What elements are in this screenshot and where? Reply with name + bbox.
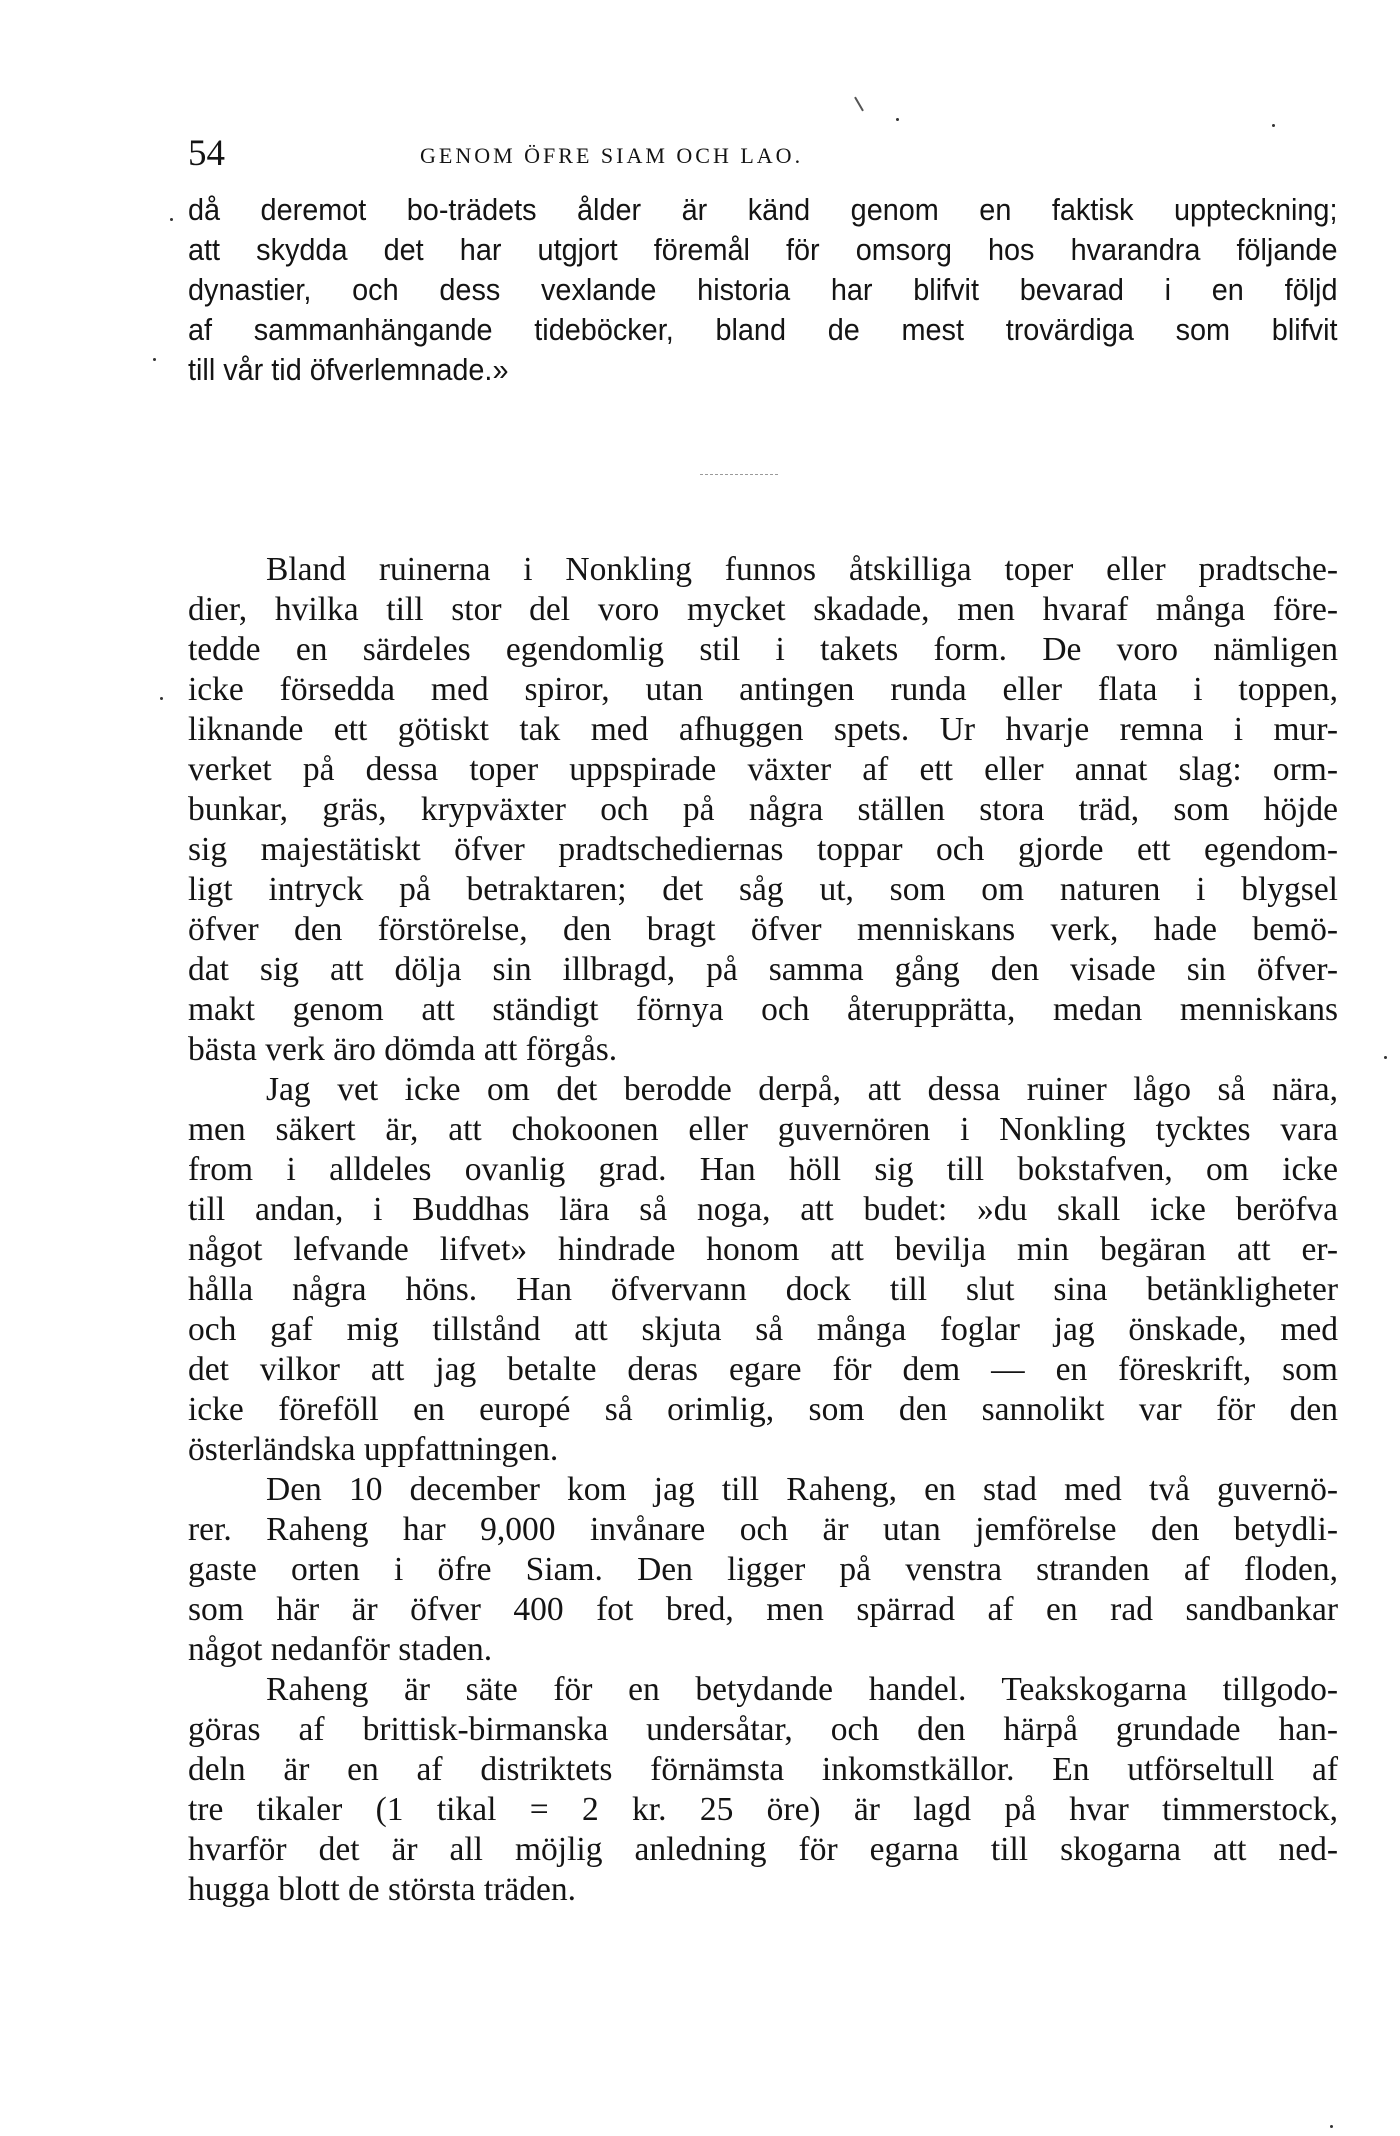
ink-speck	[160, 697, 163, 700]
text-line: dat sig att dölja sin illbragd, på samma gång den visade sin öfver-	[188, 951, 1338, 988]
text-line: dynastier, och dess vexlande historia har blifvit bevarad i en följd	[188, 272, 1338, 307]
ink-speck	[1272, 124, 1275, 127]
text-line: icke försedda med spiror, utan antingen runda eller flata i toppen,	[188, 671, 1338, 708]
text-line: något nedanför staden.	[188, 1631, 493, 1668]
text-line: deln är en af distriktets förnämsta inkomstkällor. En utförseltull af	[188, 1751, 1338, 1788]
print-mark	[854, 97, 864, 112]
text-line: hugga blott de största träden.	[188, 1871, 576, 1908]
text-line: bunkar, gräs, krypväxter och på några ställen stora träd, som höjde	[188, 791, 1338, 828]
text-line: tre tikaler (1 tikal = 2 kr. 25 öre) är lagd på hvar timmerstock,	[188, 1791, 1338, 1828]
text-line: ligt intryck på betraktaren; det såg ut, som om naturen i blygsel	[188, 871, 1338, 908]
text-line: hålla några höns. Han öfvervann dock till slut sina betänkligheter	[188, 1271, 1338, 1308]
ink-speck	[153, 358, 156, 361]
text-line: rer. Raheng har 9,000 invånare och är utan jemförelse den betydli-	[188, 1511, 1338, 1548]
text-line: Raheng är säte för en betydande handel. Teakskogarna tillgodo-	[266, 1671, 1338, 1708]
text-line: icke föreföll en europé så orimlig, som den sannolikt var för den	[188, 1391, 1338, 1428]
text-line: det vilkor att jag betalte deras egare för dem — en föreskrift, som	[188, 1351, 1338, 1388]
text-line: from i alldeles ovanlig grad. Han höll sig till bokstafven, om icke	[188, 1151, 1338, 1188]
text-line: bästa verk äro dömda att förgås.	[188, 1031, 618, 1068]
text-line: till andan, i Buddhas lära så noga, att budet: »du skall icke beröfva	[188, 1191, 1338, 1228]
text-line: till vår tid öfverlemnade.»	[188, 352, 509, 387]
text-line: Jag vet icke om det berodde derpå, att dessa ruiner lågo så nära,	[266, 1071, 1338, 1108]
text-line: något lefvande lifvet» hindrade honom att bevilja min begäran att er-	[188, 1231, 1338, 1268]
text-line: af sammanhängande tideböcker, bland de mest trovärdiga som blifvit	[188, 312, 1338, 347]
section-divider	[700, 474, 778, 475]
text-line: verket på dessa toper uppspirade växter af ett eller annat slag: orm-	[188, 751, 1338, 788]
text-line: dier, hvilka till stor del voro mycket skadade, men hvaraf många före-	[188, 591, 1338, 628]
text-line: österländska uppfattningen.	[188, 1431, 559, 1468]
text-line: sig majestätiskt öfver pradtschediernas toppar och gjorde ett egendom-	[188, 831, 1338, 868]
text-line: som här är öfver 400 fot bred, men spärrad af en rad sandbankar	[188, 1591, 1338, 1628]
text-line: tedde en särdeles egendomlig stil i takets form. De voro nämligen	[188, 631, 1338, 668]
text-line: öfver den förstörelse, den bragt öfver menniskans verk, hade bemö-	[188, 911, 1338, 948]
ink-speck	[1330, 2125, 1333, 2128]
text-line: Den 10 december kom jag till Raheng, en stad med två guvernö-	[266, 1471, 1338, 1508]
text-line: hvarför det är all möjlig anledning för egarna till skogarna att ned-	[188, 1831, 1338, 1868]
text-line: Bland ruinerna i Nonkling funnos åtskilliga toper eller pradtsche-	[266, 551, 1338, 588]
text-line: liknande ett götiskt tak med afhuggen spets. Ur hvarje remna i mur-	[188, 711, 1338, 748]
page-number: 54	[188, 133, 225, 174]
text-line: gaste orten i öfre Siam. Den ligger på venstra stranden af floden,	[188, 1551, 1338, 1588]
text-line: då deremot bo-trädets ålder är känd genom en faktisk uppteckning;	[188, 192, 1338, 227]
text-line: makt genom att ständigt förnya och återupprätta, medan menniskans	[188, 991, 1338, 1028]
text-line: och gaf mig tillstånd att skjuta så många foglar jag önskade, med	[188, 1311, 1338, 1348]
ink-speck	[170, 218, 173, 221]
ink-speck	[896, 118, 899, 121]
text-line: att skydda det har utgjort föremål för omsorg hos hvarandra följande	[188, 232, 1338, 267]
text-line: men säkert är, att chokoonen eller guvernören i Nonkling tycktes vara	[188, 1111, 1338, 1148]
running-head: GENOM ÖFRE SIAM OCH LAO.	[420, 143, 804, 168]
text-line: göras af brittisk-birmanska undersåtar, och den härpå grundade han-	[188, 1711, 1338, 1748]
ink-speck	[1384, 1056, 1387, 1059]
